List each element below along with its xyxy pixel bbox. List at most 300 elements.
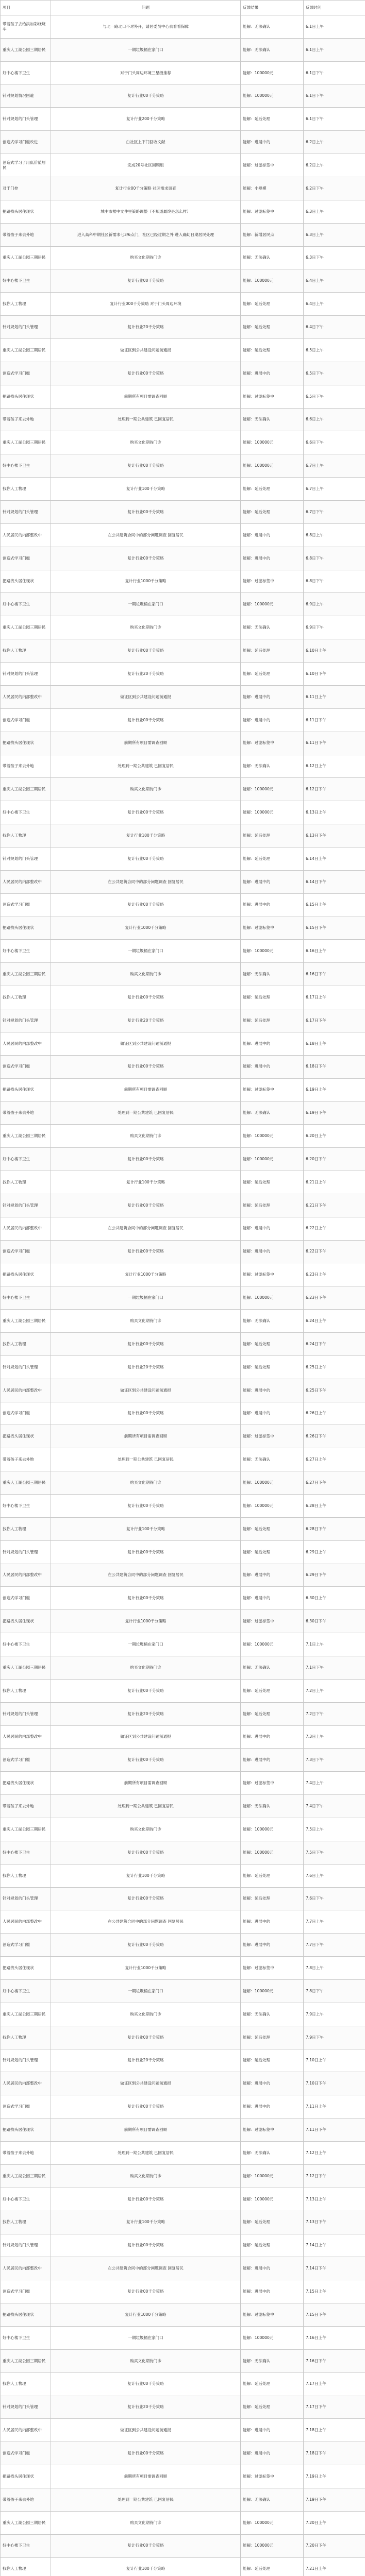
cell-time: 7.2日上午 [304, 1679, 365, 1702]
cell-project: 好中心楼下卫生 [1, 1286, 51, 1310]
cell-time: 6.29日上午 [304, 1540, 365, 1564]
cell-time: 7.10日上午 [304, 2049, 365, 2072]
table-row [1, 1240, 365, 1263]
cell-time: 7.21日上午 [304, 2557, 365, 2576]
cell-result: 能解：延后处理 [241, 1887, 304, 1910]
cell-result: 能解：延后处理 [241, 1864, 304, 1887]
cell-project: 好中心楼下卫生 [1, 61, 51, 84]
cell-project: 把路找头居住现状 [1, 1263, 51, 1286]
table-row [1, 1171, 365, 1194]
cell-time: 7.13日上午 [304, 2188, 365, 2211]
cell-result: 能解：无法确认 [241, 2488, 304, 2511]
cell-project: 创造式学习门槛改进 [1, 131, 51, 154]
cell-issue: 做证区到公共建设问题前通报 [51, 685, 241, 708]
cell-issue: 复计行业100千分策略 [51, 2557, 241, 2576]
cell-project: 找你人工物理 [1, 2372, 51, 2396]
cell-result: 能解：过滤标签中 [241, 2119, 304, 2142]
cell-result: 能解：无法确认 [241, 2003, 304, 2026]
cell-project: 带着孩子去给洪加彩烧烧车 [1, 15, 51, 39]
cell-result: 能解：进展中的 [241, 2442, 304, 2465]
cell-project: 找你人工物理 [1, 1679, 51, 1702]
cell-issue: 复计行业1000千分策略 [51, 1957, 241, 1980]
cell-result: 能解：100000元 [241, 1148, 304, 1171]
table-row [1, 1355, 365, 1379]
table-row [1, 385, 365, 408]
cell-issue: 复计行业20千分策略 [51, 316, 241, 339]
cell-issue: 购买文化期待门诊 [51, 1125, 241, 1148]
table-row [1, 2188, 365, 2211]
cell-time: 7.11日上午 [304, 2095, 365, 2119]
table-row [1, 1772, 365, 1795]
cell-time: 7.14日上午 [304, 2234, 365, 2257]
cell-time: 6.9日下午 [304, 616, 365, 639]
cell-project: 找你人工物理 [1, 1864, 51, 1887]
cell-result: 能解：进展中的 [241, 685, 304, 708]
cell-time: 6.12日上午 [304, 755, 365, 778]
cell-issue: 复计行业00千分策略 [51, 1887, 241, 1910]
table-row [1, 685, 365, 708]
cell-result: 能解：进展中的 [241, 547, 304, 570]
cell-time: 6.10日上午 [304, 639, 365, 663]
cell-issue: 复计行业00千分策略 [51, 639, 241, 663]
cell-project: 带着孩子来去外地 [1, 408, 51, 431]
cell-time: 6.7日下午 [304, 501, 365, 524]
cell-project: 创造式学习门槛 [1, 893, 51, 917]
cell-time: 6.23日下午 [304, 1286, 365, 1310]
cell-project: 找你人工物理 [1, 1332, 51, 1355]
table-row [1, 1217, 365, 1240]
cell-issue: 复计行业00千分策略 [51, 1749, 241, 1772]
cell-issue: 做证区到公共建设问题前通报 [51, 1032, 241, 1055]
cell-project: 针对规划的门头管理 [1, 2234, 51, 2257]
cell-issue: 复计行业20千分策略 [51, 1009, 241, 1032]
cell-result: 能解：100000元 [241, 431, 304, 454]
cell-result: 能解：100000元 [241, 1286, 304, 1310]
cell-project: 把路找头居住现状 [1, 200, 51, 223]
cell-time: 6.13日上午 [304, 801, 365, 824]
table-row [1, 2488, 365, 2511]
cell-issue: 做证区到公共建设问题前通报 [51, 339, 241, 362]
cell-time: 6.22日上午 [304, 1217, 365, 1240]
cell-time: 6.24日下午 [304, 1332, 365, 1355]
cell-result: 能解：100000元 [241, 1125, 304, 1148]
cell-issue: 复计行业1000千分策略 [51, 1610, 241, 1633]
table-row [1, 1379, 365, 1402]
cell-issue: 复计行业20千分策略 [51, 1355, 241, 1379]
cell-project: 好中心楼下卫生 [1, 2326, 51, 2349]
table-row [1, 1540, 365, 1564]
cell-project: 把路找头居住现状 [1, 1425, 51, 1448]
cell-result: 能解：延后处理 [241, 663, 304, 686]
cell-time: 6.5日上午 [304, 339, 365, 362]
table-row [1, 38, 365, 61]
table-row [1, 2396, 365, 2419]
table-row [1, 1263, 365, 1286]
cell-project: 把路找头居住现状 [1, 385, 51, 408]
cell-result: 能解：100000元 [241, 801, 304, 824]
cell-project: 人民居民的内部整改中 [1, 2072, 51, 2095]
cell-time: 6.26日上午 [304, 1402, 365, 1425]
cell-result: 能解：进展中的 [241, 2280, 304, 2303]
cell-project: 好中心楼下卫生 [1, 454, 51, 478]
cell-time: 6.8日下午 [304, 570, 365, 593]
cell-issue: 复计行业00千分策略 [51, 1841, 241, 1864]
table-row [1, 2049, 365, 2072]
cell-result: 能解：100000元 [241, 1818, 304, 1841]
cell-project: 把路找头居住现状 [1, 1772, 51, 1795]
cell-project: 把路找头居住现状 [1, 570, 51, 593]
cell-result: 能解：延后处理 [241, 986, 304, 1009]
cell-issue: 一期垃圾桶在家门口 [51, 1633, 241, 1656]
cell-result: 能解：过滤标签中 [241, 385, 304, 408]
cell-issue: 复计行业100千分策略 [51, 478, 241, 501]
cell-issue: 前期所有项目需调查回顾 [51, 732, 241, 755]
cell-issue: 复计行业00千分策略 [51, 2234, 241, 2257]
cell-issue: 在公共建筑合同中的部分问题调查 回复居民 [51, 870, 241, 893]
cell-issue: 处理到一期公共建筑 已回复居民 [51, 2488, 241, 2511]
table-row [1, 2465, 365, 2488]
cell-issue: 复计行业1000千分策略 [51, 570, 241, 593]
cell-issue: 复计行业00千分策略 [51, 708, 241, 732]
cell-project: 人民居民的内部整改中 [1, 1564, 51, 1587]
cell-result: 能解：进展中的 [241, 1749, 304, 1772]
cell-issue: 购买文化期待门诊 [51, 431, 241, 454]
cell-project: 把路找头居住现状 [1, 2119, 51, 2142]
cell-project: 找你人工物理 [1, 986, 51, 1009]
cell-time: 7.6日下午 [304, 1887, 365, 1910]
cell-issue: 在公共建筑合同中的部分问题调查 回复居民 [51, 1217, 241, 1240]
cell-project: 带着孩子来去外地 [1, 223, 51, 246]
cell-result: 能解：过滤标签中 [241, 1263, 304, 1286]
cell-time: 7.18日上午 [304, 2419, 365, 2442]
cell-result: 能解：进展中的 [241, 362, 304, 385]
table-row [1, 663, 365, 686]
table-row [1, 2003, 365, 2026]
cell-time: 7.13日下午 [304, 2211, 365, 2234]
cell-project: 好中心楼下卫生 [1, 1148, 51, 1171]
cell-project: 重庆人工湖公园三期居民 [1, 2003, 51, 2026]
table-row [1, 1517, 365, 1540]
cell-time: 6.1日上午 [304, 15, 365, 39]
cell-project: 创造式学习门槛 [1, 708, 51, 732]
cell-project: 人民居民的内部整改中 [1, 2419, 51, 2442]
cell-project: 找你人工物理 [1, 639, 51, 663]
cell-issue: 一期垃圾桶在家门口 [51, 1980, 241, 2003]
table-row [1, 1910, 365, 1934]
cell-issue: 复计行业00千分策略 [51, 1934, 241, 1957]
cell-issue: 复计行业00千分策略 [51, 1495, 241, 1518]
cell-result: 能解：过滤标签中 [241, 1957, 304, 1980]
cell-issue: 复计行业000千分策略 对于门头周边环境 [51, 293, 241, 316]
cell-project: 创造式学习门槛 [1, 2442, 51, 2465]
cell-result: 能解：延后处理 [241, 2372, 304, 2396]
cell-issue: 复计行业20千分策略 [51, 2396, 241, 2419]
table-row [1, 2142, 365, 2165]
cell-result: 能解：延后处理 [241, 1517, 304, 1540]
cell-project: 重庆人工湖公园三期居民 [1, 616, 51, 639]
cell-project: 人民居民的内部整改中 [1, 685, 51, 708]
table-row [1, 2534, 365, 2557]
cell-issue: 复计行业00千分策略 [51, 1540, 241, 1564]
table-row [1, 1980, 365, 2003]
cell-project: 针对规划的门头管理 [1, 2396, 51, 2419]
cell-result: 能解：过滤标签中 [241, 1078, 304, 1101]
cell-issue: 复计行业00千分策略 [51, 2534, 241, 2557]
table-row [1, 362, 365, 385]
cell-result: 能解：100000元 [241, 2511, 304, 2534]
cell-time: 6.9日上午 [304, 593, 365, 616]
cell-time: 6.15日上午 [304, 893, 365, 917]
cell-time: 6.28日上午 [304, 1495, 365, 1518]
cell-time: 6.27日上午 [304, 1448, 365, 1471]
table-row [1, 1795, 365, 1818]
cell-time: 7.10日下午 [304, 2072, 365, 2095]
cell-project: 把路找头居住现状 [1, 1957, 51, 1980]
cell-issue: 复计行业100千分策略 [51, 1864, 241, 1887]
cell-project: 找你人工物理 [1, 293, 51, 316]
table-row [1, 593, 365, 616]
cell-result: 能解：延后处理 [241, 293, 304, 316]
cell-project: 重庆人工湖公园三期居民 [1, 339, 51, 362]
table-row [1, 1148, 365, 1171]
header-result: 反馈结果 [241, 1, 304, 15]
cell-issue: 在公共建筑合同中的部分问题调查 回复居民 [51, 2257, 241, 2280]
cell-project: 人民居民的内部整改中 [1, 1032, 51, 1055]
cell-issue: 购买文化期待门诊 [51, 1656, 241, 1680]
cell-time: 6.7日上午 [304, 454, 365, 478]
cell-project: 重庆人工湖公园三期居民 [1, 2349, 51, 2372]
cell-issue: 处理到一期公共建筑 已回复居民 [51, 408, 241, 431]
cell-time: 6.28日下午 [304, 1517, 365, 1540]
cell-result: 能解：延后处理 [241, 1009, 304, 1032]
cell-time: 7.15日下午 [304, 2303, 365, 2327]
cell-project: 人民居民的内部整改中 [1, 1725, 51, 1749]
cell-project: 把路找头居住现状 [1, 917, 51, 940]
cell-issue: 复计行业20千分策略 [51, 663, 241, 686]
cell-issue: 复计行业00千分策略 [51, 2188, 241, 2211]
cell-time: 6.2日上午 [304, 154, 365, 177]
cell-issue: 复计行业100千分策略 [51, 824, 241, 848]
table-row [1, 1656, 365, 1680]
table-row [1, 2557, 365, 2576]
cell-result: 能解：进展中的 [241, 893, 304, 917]
table-row [1, 200, 365, 223]
cell-time: 6.3日上午 [304, 200, 365, 223]
cell-issue: 购买文化期待门诊 [51, 2164, 241, 2188]
cell-issue: 复计行业00千分策略 [51, 893, 241, 917]
table-row [1, 2119, 365, 2142]
cell-time: 7.20日上午 [304, 2511, 365, 2534]
table-row [1, 316, 365, 339]
cell-issue: 复计行业00千分策略 [51, 2280, 241, 2303]
cell-result: 能解：延后处理 [241, 1702, 304, 1725]
cell-result: 能解：延后处理 [241, 1332, 304, 1355]
cell-project: 找你人工物理 [1, 2026, 51, 2049]
cell-issue: 复计行业00千分策略 [51, 84, 241, 108]
cell-time: 6.8日下午 [304, 547, 365, 570]
table-row [1, 293, 365, 316]
cell-time: 6.8日上午 [304, 523, 365, 547]
cell-issue: 前期所有项目需调查回顾 [51, 1425, 241, 1448]
cell-result: 能解：进展中的 [241, 1055, 304, 1078]
cell-time: 7.14日下午 [304, 2257, 365, 2280]
cell-issue: 复计行业00千分策略 [51, 2095, 241, 2119]
cell-issue: 一期垃圾桶在家门口 [51, 1286, 241, 1310]
table-row [1, 1587, 365, 1610]
cell-time: 6.24日上午 [304, 1310, 365, 1333]
cell-result: 能解：100000元 [241, 2164, 304, 2188]
cell-result: 能解：延后处理 [241, 1171, 304, 1194]
cell-project: 找你人工物理 [1, 1517, 51, 1540]
cell-time: 6.4日上午 [304, 293, 365, 316]
table-row [1, 547, 365, 570]
table-row [1, 501, 365, 524]
cell-issue: 与北一路北口不对外开，请居委员中心去看看保障 [51, 15, 241, 39]
table-row [1, 1934, 365, 1957]
table-row [1, 1078, 365, 1101]
cell-project: 针对规划的门头管理 [1, 847, 51, 870]
cell-result: 能解：100000元 [241, 269, 304, 293]
cell-result: 能解：进展中的 [241, 1402, 304, 1425]
table-row [1, 870, 365, 893]
cell-time: 6.11日下午 [304, 732, 365, 755]
cell-time: 6.20日上午 [304, 1125, 365, 1148]
table-row [1, 15, 365, 39]
cell-result: 能解：进展中的 [241, 1240, 304, 1263]
cell-issue: 复计行业00千分策略 [51, 362, 241, 385]
cell-project: 人民居民的内部整改中 [1, 2257, 51, 2280]
table-row [1, 61, 365, 84]
cell-project: 人民居民的内部整改中 [1, 870, 51, 893]
cell-time: 6.4日下午 [304, 316, 365, 339]
cell-issue: 做证区到公共建设问题前通报 [51, 1725, 241, 1749]
cell-time: 6.1日下午 [304, 61, 365, 84]
cell-issue: 一期垃圾桶在家门口 [51, 593, 241, 616]
cell-time: 7.7日上午 [304, 1910, 365, 1934]
cell-time: 7.2日下午 [304, 1702, 365, 1725]
cell-project: 把路找头居住现状 [1, 732, 51, 755]
cell-result: 能解：无法确认 [241, 38, 304, 61]
cell-time: 6.19日下午 [304, 1101, 365, 1125]
table-row [1, 2511, 365, 2534]
cell-time: 7.15日上午 [304, 2280, 365, 2303]
cell-issue: 复计行业00千分策略 [51, 847, 241, 870]
cell-result: 能解：100000元 [241, 1980, 304, 2003]
cell-result: 能解：100000元 [241, 84, 304, 108]
cell-result: 能解：过滤标签中 [241, 1610, 304, 1633]
cell-result: 能解：延后处理 [241, 316, 304, 339]
cell-project: 重庆人工湖公园三期居民 [1, 1310, 51, 1333]
table-row [1, 2280, 365, 2303]
cell-issue: 复计行业00千分策略 [51, 986, 241, 1009]
cell-time: 7.12日下午 [304, 2164, 365, 2188]
cell-issue: 购买文化期待门诊 [51, 778, 241, 801]
cell-result: 能解：无法确认 [241, 1310, 304, 1333]
cell-result: 能解：无法确认 [241, 2142, 304, 2165]
cell-result: 能解：进展中的 [241, 2257, 304, 2280]
cell-issue: 复计行业00千分策略 [51, 2372, 241, 2396]
cell-project: 好中心楼下卫生 [1, 801, 51, 824]
cell-issue: 对于门头周边环境三星级推荐 [51, 61, 241, 84]
cell-project: 针对规划的门头管理 [1, 1887, 51, 1910]
cell-issue: 复计行业100千分策略 [51, 2211, 241, 2234]
cell-issue: 购买文化期待门诊 [51, 1818, 241, 1841]
cell-issue: 处理到一期公共建筑 已回复居民 [51, 1448, 241, 1471]
cell-project: 创造式学习门槛 [1, 2095, 51, 2119]
table-row [1, 2234, 365, 2257]
cell-project: 创造式学习门槛 [1, 547, 51, 570]
cell-issue: 复计行业00千分策略 [51, 454, 241, 478]
cell-time: 6.11日下午 [304, 708, 365, 732]
cell-result: 能解：延后处理 [241, 2557, 304, 2576]
cell-result: 能解：过滤标签中 [241, 732, 304, 755]
cell-result: 能解：无法确认 [241, 755, 304, 778]
cell-result: 能解：延后处理 [241, 1679, 304, 1702]
cell-issue: 做证区到公共建设问题前通报 [51, 2072, 241, 2095]
table-row [1, 732, 365, 755]
table-row [1, 2257, 365, 2280]
cell-result: 能解：小规模 [241, 177, 304, 200]
cell-time: 6.3日下午 [304, 246, 365, 269]
cell-time: 6.6日下午 [304, 431, 365, 454]
cell-result: 能解：100000元 [241, 2326, 304, 2349]
cell-issue: 复计行业00千分策略 [51, 1332, 241, 1355]
header-row [1, 1, 365, 15]
cell-issue: 在公共建筑合同中的部分问题调查 回复居民 [51, 1564, 241, 1587]
cell-result: 能解：进展中的 [241, 2419, 304, 2442]
cell-result: 能解：延后处理 [241, 2396, 304, 2419]
table-row [1, 1009, 365, 1032]
cell-issue: 复计行业100千分策略 [51, 1517, 241, 1540]
cell-project: 好中心楼下卫生 [1, 2534, 51, 2557]
cell-project: 带着孩子来去外地 [1, 2142, 51, 2165]
cell-result: 能解：100000元 [241, 778, 304, 801]
cell-issue: 复计行业00千分策略 [51, 269, 241, 293]
cell-time: 6.20日下午 [304, 1148, 365, 1171]
table-row [1, 1887, 365, 1910]
cell-time: 7.9日上午 [304, 2003, 365, 2026]
table-row [1, 616, 365, 639]
cell-issue: 购买文化期待门诊 [51, 1310, 241, 1333]
cell-project: 创造式学习门槛 [1, 1402, 51, 1425]
cell-time: 6.2日上午 [304, 131, 365, 154]
cell-issue: 复计行业00千分策略 [51, 2442, 241, 2465]
table-row [1, 408, 365, 431]
cell-project: 针对规划的门头管理 [1, 1702, 51, 1725]
cell-time: 7.16日上午 [304, 2326, 365, 2349]
cell-issue: 处理到一期公共建筑 已回复居民 [51, 755, 241, 778]
table-row [1, 639, 365, 663]
cell-time: 7.5日下午 [304, 1841, 365, 1864]
cell-project: 把路找头居住现状 [1, 1610, 51, 1633]
cell-issue: 完成20号社区回顾组 [51, 154, 241, 177]
cell-time: 6.21日下午 [304, 1194, 365, 1217]
cell-project: 针对规划的门头管理 [1, 1009, 51, 1032]
cell-time: 6.1日下午 [304, 108, 365, 131]
table-row [1, 1402, 365, 1425]
cell-result: 能解：进展中的 [241, 708, 304, 732]
cell-project: 重庆人工湖公园三期居民 [1, 38, 51, 61]
cell-project: 创造式学习门槛 [1, 1240, 51, 1263]
cell-time: 7.1日下午 [304, 1656, 365, 1680]
cell-project: 把路找头居住现状 [1, 2303, 51, 2327]
cell-time: 6.14日上午 [304, 847, 365, 870]
table-row [1, 1101, 365, 1125]
table-row [1, 177, 365, 200]
cell-issue: 在公共建筑合同中的部分问题调查 回复居民 [51, 523, 241, 547]
cell-issue: 复计行业00千分策略 [51, 1587, 241, 1610]
cell-project: 好中心楼下卫生 [1, 1980, 51, 2003]
